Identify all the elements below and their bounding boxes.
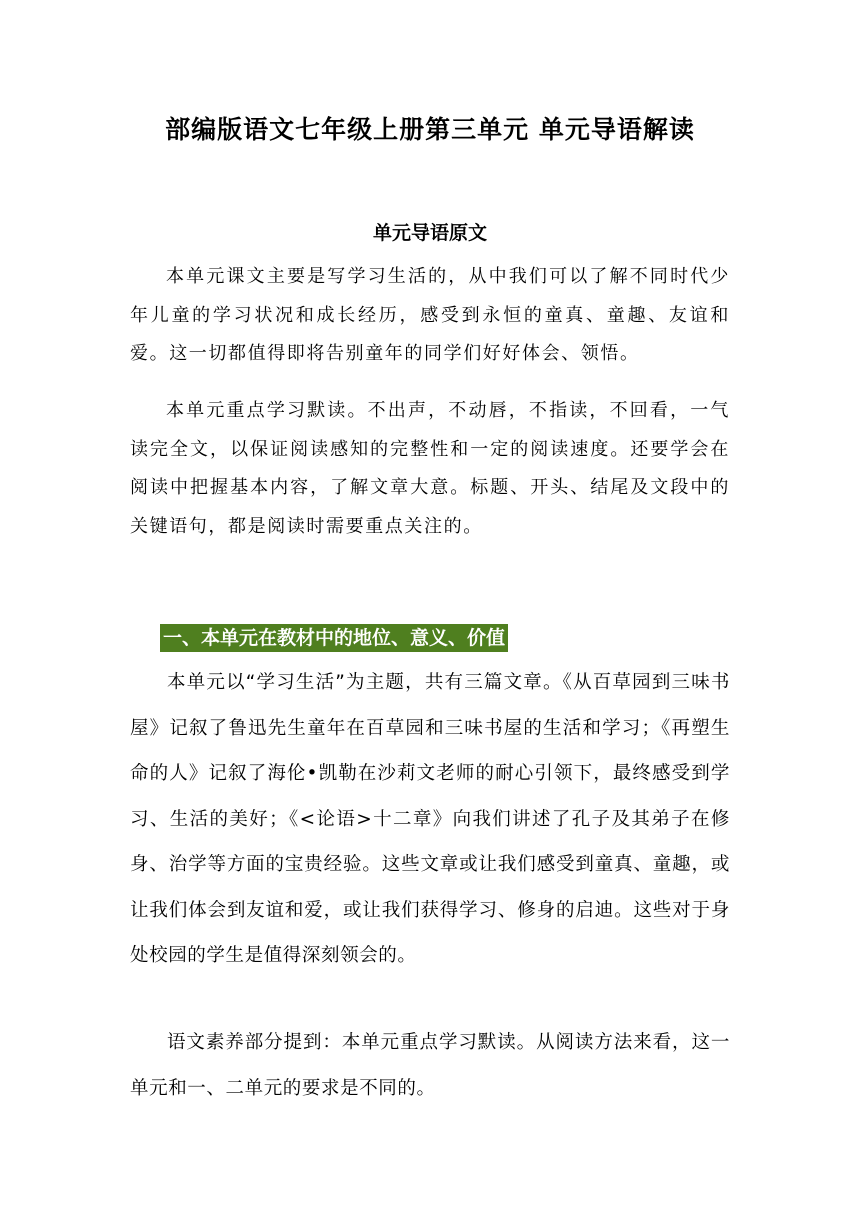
intro-paragraph: 本单元重点学习默读。不出声，不动唇，不指读，不回看，一气读完全文，以保证阅读感知的完整性和一定的阅读速度。还要学会在阅读中把握基本内容，了解文章大意。标题、开头、结尾及文段中的关键语句，都是阅读时需要重点关注的。 bbox=[130, 400, 730, 537]
section-heading: 一、本单元在教材中的地位、意义、价值 bbox=[160, 624, 508, 652]
intro-heading: 单元导语原文 bbox=[372, 222, 487, 244]
body-paragraph: 语文素养部分提到：本单元重点学习默读。从阅读方法来看，这一单元和一、二单元的要求是不同的。 bbox=[130, 1032, 730, 1099]
intro-paragraph: 本单元课文主要是写学习生活的，从中我们可以了解不同时代少年儿童的学习状况和成长经历，感受到永恒的童真、童趣、友谊和爱。这一切都值得即将告别童年的同学们好好体会、领悟。 bbox=[130, 266, 730, 364]
page-title: 部编版语文七年级上册第三单元 单元导语解读 bbox=[165, 115, 695, 144]
body-paragraph: 本单元以“学习生活”为主题，共有三篇文章。《从百草园到三味书屋》记叙了鲁迅先生童年在百草园和三味书屋的生活和学习；《再塑生命的人》记叙了海伦•凯勒在沙莉文老师的耐心引领下，最终感受到学习、生活的美好；《<论语>十二章》向我们讲述了孔子及其弟子在修身、治学等方面的宝贵经验。这些文章或让我们感受到童真、童趣，或让我们体会到友谊和爱，或让我们获得学习、修身的启迪。这些对于身处校园的学生是值得深刻领会的。 bbox=[130, 672, 730, 966]
